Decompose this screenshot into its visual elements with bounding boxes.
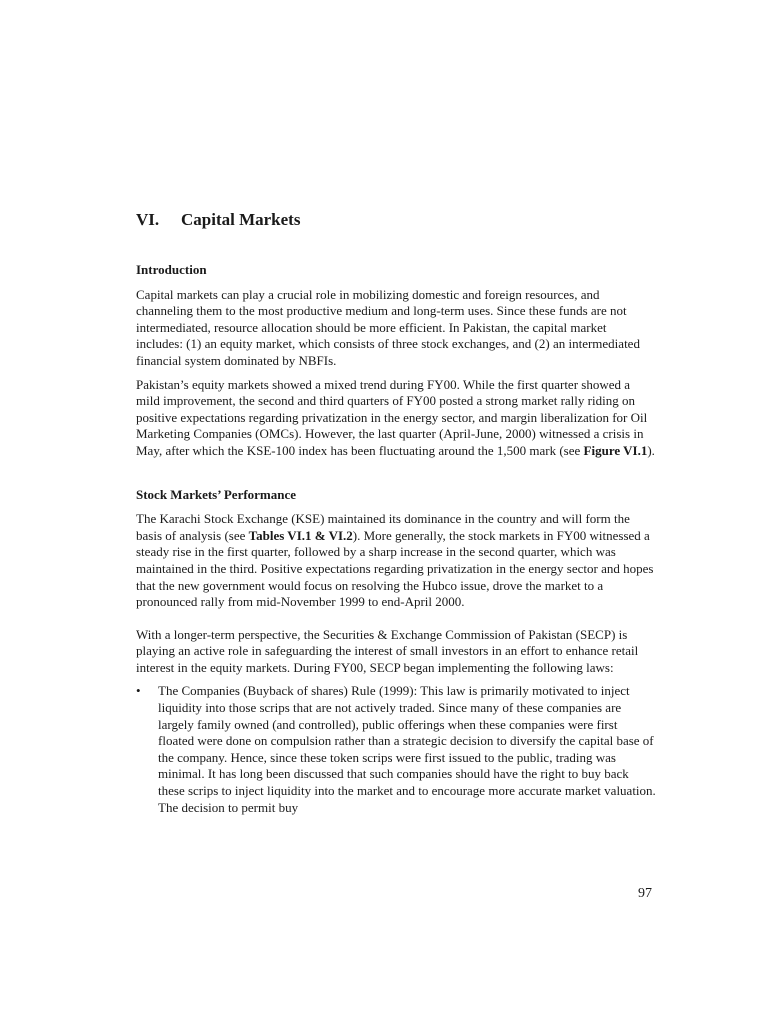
bullet-icon: •	[136, 683, 141, 699]
chapter-title: Capital Markets	[181, 210, 301, 229]
chapter-heading	[136, 210, 300, 230]
tables-reference: Tables VI.1 & VI.2	[248, 527, 353, 543]
stock-paragraph-2: With a longer-term perspective, the Securities & Exchange Commission of Pakistan (SECP) is playing an active role in safeguarding the interest of small investors in an effort to enhance retail interest in the equity markets. During FY00, SECP began implementing the following laws:	[136, 626, 639, 675]
chapter-number: VI.	[136, 210, 160, 229]
intro-paragraph-2-text: Pakistan’s equity markets showed a mixed trend during FY00. While the first quarter showed a mild improvement, the second and third quarters of FY00 posted a strong market rally riding on positive expectations regarding privatization in the energy sector, and margin liberalization for Oil Marketing Companies (OMCs). However, the last quarter (April-June, 2000) witnessed a crisis in May, after which the KSE-100 index has been fluctuating around the 1,500 mark (see	[136, 376, 648, 458]
intro-paragraph-2	[136, 377, 656, 460]
section-spacer	[136, 467, 656, 487]
list-item-text: The Companies (Buyback of shares) Rule (1999): This law is primarily motivated to inject liquidity into those scrips that are not actively traded. Since many of these companies are largely family owned (and controlled), public offerings when these companies were first floated were done on compulsion rather than a strategic decision to diversify the capital base of the company. Hence, since these token scrips were first issued to the public, trading was minimal. It has long been discussed that such companies should have the right to buy back these scrips to inject liquidity into the market and to encourage more accurate market valuation. The decision to permit buy	[158, 683, 656, 815]
section-heading-stock-markets: Stock Markets’ Performance	[136, 486, 297, 502]
intro-paragraph-2-end: ).	[647, 442, 655, 458]
stock-paragraph-1-end: ). More generally, the stock markets in FY00 witnessed a steady rise in the first quarter, followed by a sharp increase in the second quarter, which was maintained in the third. Positive expectations regarding privatization in the energy sector and hopes that the new government would focus on resolving the Hubco issue, drove the market to a pronounced rally from mid-November 1999 to end-April 2000.	[136, 527, 654, 610]
page-number: 97	[638, 886, 652, 901]
list-item	[136, 683, 656, 816]
section-heading-introduction: Introduction	[136, 262, 207, 277]
page-body	[136, 262, 656, 816]
intro-paragraph-1: Capital markets can play a crucial role in mobilizing domestic and foreign resources, and channeling them to the most productive medium and long-term uses. Since these funds are not intermediated, resource allocation should be more efficient. In Pakistan, the capital market includes: (1) an equity market, which consists of three stock exchanges, and (2) an intermediated financial system dominated by NBFIs.	[136, 286, 640, 368]
figure-reference: Figure VI.1	[583, 442, 648, 458]
paragraph-spacer	[136, 618, 656, 627]
stock-paragraph-1	[136, 511, 656, 611]
laws-list	[136, 683, 656, 816]
stock-paragraph-1-text: The Karachi Stock Exchange (KSE) maintained its dominance in the country and will form the basis of analysis (see	[136, 511, 630, 543]
